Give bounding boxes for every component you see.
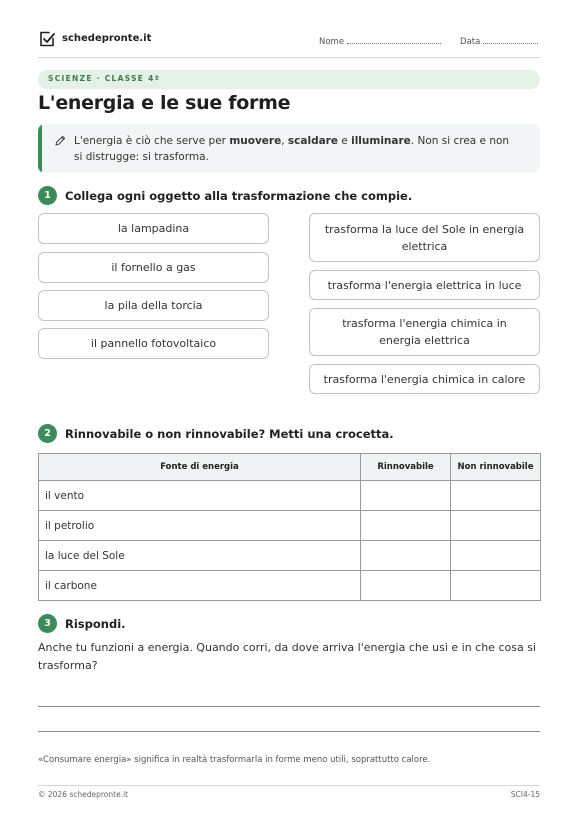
- footer-divider: [38, 785, 540, 786]
- brand-name: schedepronte.it: [62, 33, 152, 44]
- table-row: [39, 541, 541, 571]
- energy-source-cell: il carbone: [39, 571, 361, 601]
- match-item-left[interactable]: la pila della torcia: [38, 290, 269, 321]
- section-title: Rispondi.: [65, 617, 126, 631]
- match-item-left[interactable]: il fornello a gas: [38, 252, 269, 283]
- intro-text-part: e: [337, 135, 352, 147]
- renewable-check-cell[interactable]: [361, 481, 451, 511]
- non-renewable-check-cell[interactable]: [451, 511, 541, 541]
- column-header-source: Fonte di energia: [39, 454, 361, 481]
- table-header-row: [39, 454, 541, 481]
- match-item-right[interactable]: trasforma l'energia chimica in calore: [309, 364, 540, 394]
- intro-text-part: ,: [281, 135, 288, 147]
- subject-label: SCIENZE · CLASSE 4ª: [48, 74, 161, 83]
- copyright: © 2026 schedepronte.it: [38, 790, 129, 799]
- energy-source-cell: la luce del Sole: [39, 541, 361, 571]
- section-title: Collega ogni oggetto alla trasformazione che compie.: [65, 189, 413, 203]
- intro-accent-bar: [38, 124, 42, 173]
- column-header-renewable: Rinnovabile: [361, 454, 451, 481]
- name-label: Nome: [319, 37, 345, 47]
- header-divider: [38, 57, 540, 58]
- table-row: [39, 511, 541, 541]
- section-number: 3: [38, 614, 57, 633]
- intro-keyword-muovere: muovere: [229, 135, 282, 147]
- date-field[interactable]: [460, 35, 538, 47]
- date-label: Data: [460, 37, 481, 47]
- non-renewable-check-cell[interactable]: [451, 571, 541, 601]
- section-number: 1: [38, 186, 57, 205]
- section-title: Rinnovabile o non rinnovabile? Metti una crocetta.: [65, 427, 394, 441]
- non-renewable-check-cell[interactable]: [451, 541, 541, 571]
- section-number: 2: [38, 424, 57, 443]
- pencil-icon: [54, 135, 66, 147]
- open-question: Anche tu funzioni a energia. Quando corri, da dove arriva l'energia che usi e in che cosa si trasforma?: [38, 641, 536, 672]
- table-row: [39, 571, 541, 601]
- intro-keyword-scaldare: scaldare: [287, 135, 338, 147]
- name-field[interactable]: [319, 35, 441, 47]
- renewable-check-cell[interactable]: [361, 541, 451, 571]
- intro-text-part: L'energia è ciò che serve per: [74, 135, 230, 147]
- renewable-check-cell[interactable]: [361, 571, 451, 601]
- column-header-non-renewable: Non rinnovabile: [451, 454, 541, 481]
- name-line: [347, 35, 441, 44]
- table-row: [39, 481, 541, 511]
- match-item-right[interactable]: trasforma l'energia elettrica in luce: [309, 270, 540, 300]
- worksheet-code: SCI4-15: [510, 790, 540, 799]
- non-renewable-check-cell[interactable]: [451, 481, 541, 511]
- renewable-check-cell[interactable]: [361, 511, 451, 541]
- energy-source-cell: il petrolio: [39, 511, 361, 541]
- intro-text-part: . Non si crea e non si distrugge: si trasforma.: [74, 135, 510, 163]
- match-item-right[interactable]: trasforma la luce del Sole in energia elettrica: [309, 213, 540, 262]
- page-title: L'energia e le sue forme: [38, 92, 291, 114]
- intro-text: [74, 133, 514, 165]
- match-item-right[interactable]: trasforma l'energia chimica in energia elettrica: [309, 308, 540, 356]
- answer-line[interactable]: [38, 706, 540, 707]
- date-line: [483, 35, 538, 44]
- checkbox-logo-icon: [38, 30, 56, 48]
- intro-keyword-illuminare: illuminare: [351, 135, 411, 147]
- match-item-left[interactable]: il pannello fotovoltaico: [38, 328, 269, 359]
- match-item-left[interactable]: la lampadina: [38, 213, 269, 244]
- footnote: «Consumare energia» significa in realtà trasformarla in forme meno utili, soprattutto calore.: [38, 755, 431, 765]
- energy-source-table: [38, 453, 541, 601]
- energy-source-cell: il vento: [39, 481, 361, 511]
- answer-line[interactable]: [38, 731, 540, 732]
- subject-band: [38, 70, 540, 89]
- intro-box: [38, 124, 540, 173]
- header: [38, 30, 540, 54]
